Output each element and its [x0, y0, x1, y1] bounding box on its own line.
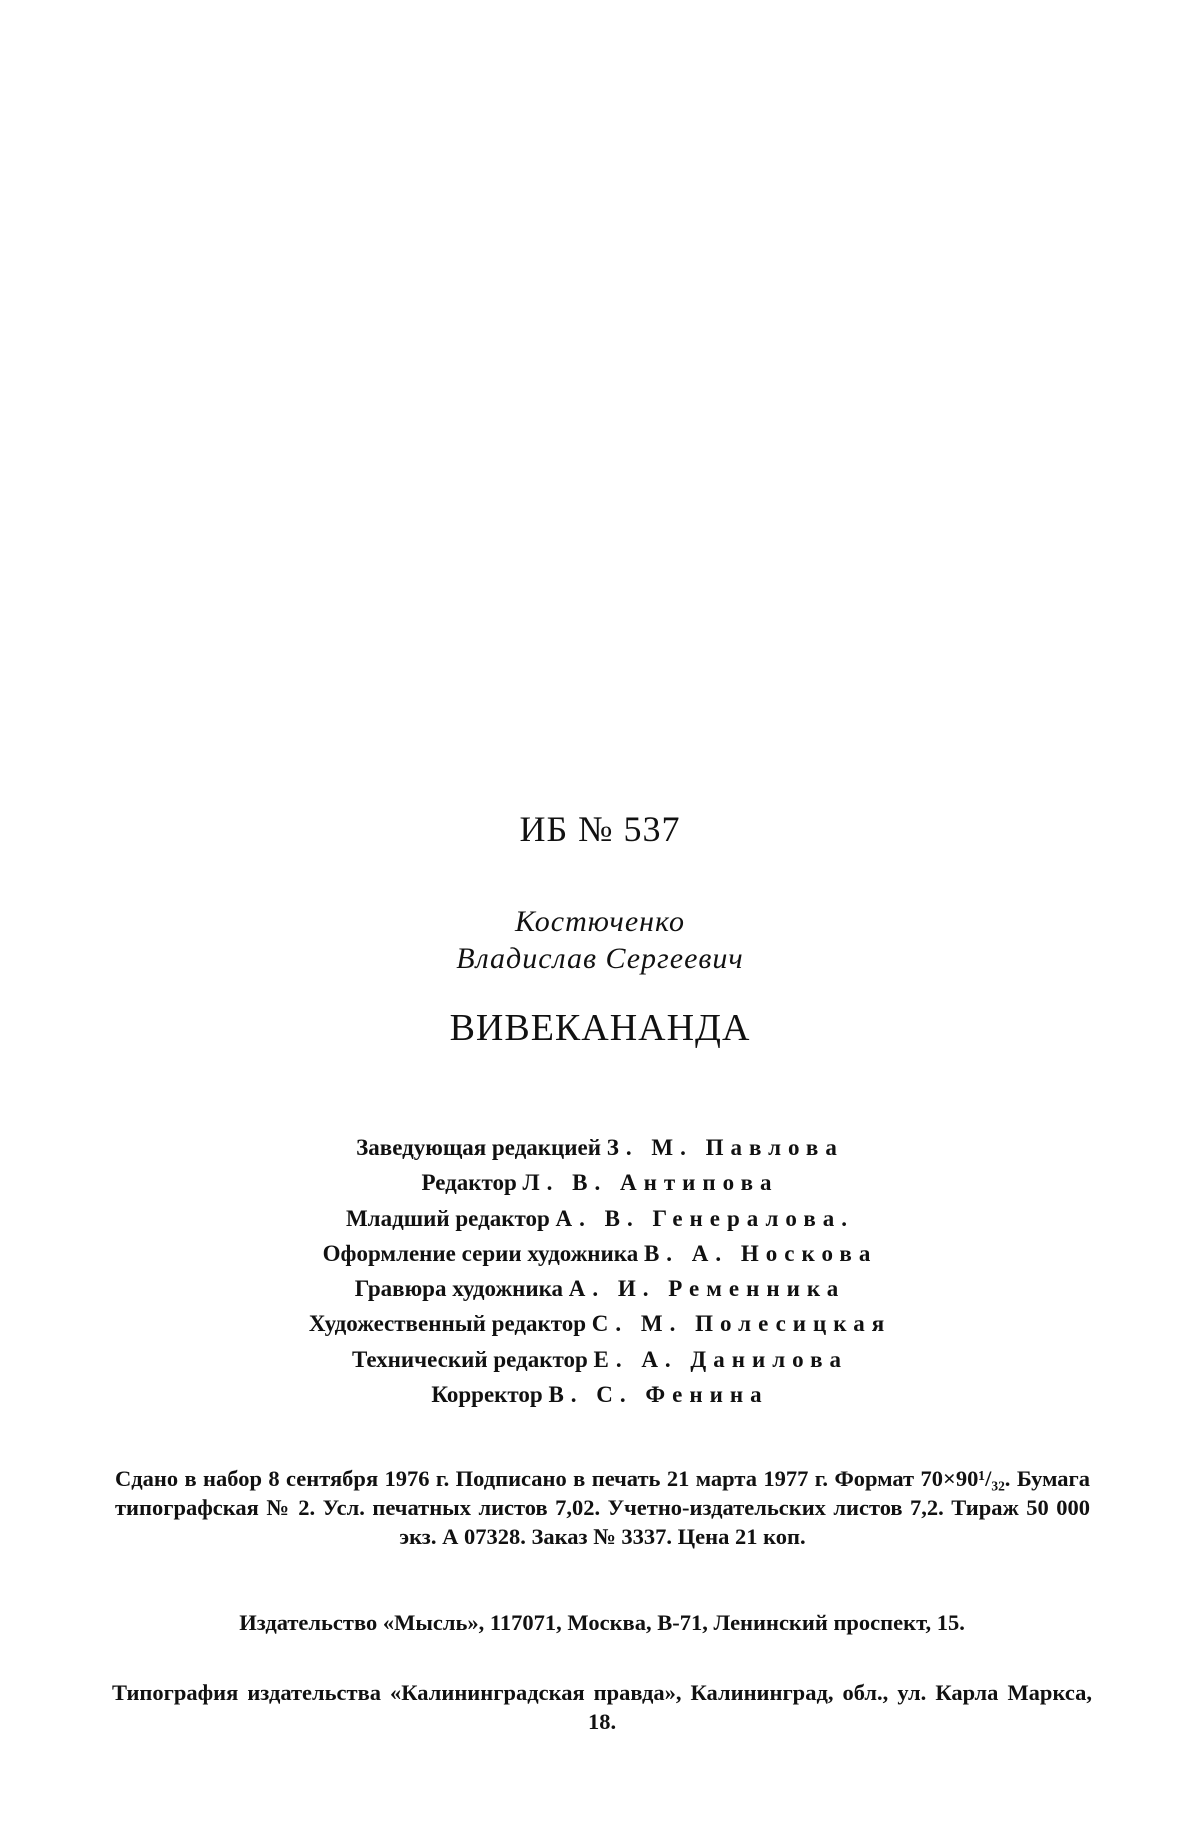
credit-role: Корректор — [431, 1382, 543, 1408]
credit-role: Младший редактор — [345, 1205, 550, 1231]
credit-line — [0, 1377, 1200, 1412]
publisher-address: Издательство «Мысль», 117071, Москва, В-71, Ленинский проспект, 15. — [239, 1610, 965, 1635]
author-name: Владислав Сергеевич — [456, 942, 744, 975]
ib-number: ИБ № 537 — [519, 809, 681, 849]
credit-role: Художественный редактор — [308, 1311, 587, 1337]
credit-role: Оформление серии художника — [322, 1240, 639, 1266]
credit-person: Л. В. Антипова — [522, 1170, 779, 1196]
credit-person: В. С. Фенина — [548, 1382, 769, 1408]
author-surname: Костюченко — [515, 905, 685, 938]
credit-person: А. В. Генералова. — [555, 1205, 855, 1231]
credit-person: А. И. Ременника — [568, 1276, 846, 1302]
credit-role: Редактор — [421, 1170, 517, 1196]
credit-role: Заведующая редакцией — [356, 1135, 601, 1160]
credit-person: В. А. Носкова — [643, 1240, 878, 1266]
credits-list — [0, 1130, 1200, 1412]
credit-line — [0, 1342, 1200, 1377]
credit-line — [0, 1130, 1200, 1165]
print-imprint: Сдано в набор 8 сентября 1976 г. Подписано в печать 21 марта 1977 г. Формат 70×90¹/₃₂. Бумага типографская № 2. Усл. печатных листов 7,02. Учетно-издательских листов 7,2. Тираж 50 000 экз. А 07328. Заказ № 3337. Цена 21 коп. — [115, 1466, 1090, 1549]
credit-role: Технический редактор — [351, 1346, 588, 1372]
credit-line — [0, 1201, 1200, 1236]
credit-line — [0, 1165, 1200, 1200]
credit-line — [0, 1271, 1200, 1306]
credit-person: З. М. Павлова — [606, 1135, 844, 1160]
book-title: ВИВЕКАНАНДА — [449, 1007, 751, 1049]
printer-address: Типография издательства «Калининградская правда», Калининград, обл., ул. Карла Маркса, 18. — [112, 1680, 1092, 1734]
credit-line — [0, 1236, 1200, 1271]
credit-person: Е. А. Данилова — [593, 1346, 849, 1372]
credit-role: Гравюра художника — [354, 1276, 564, 1302]
credit-line — [0, 1306, 1200, 1341]
credit-person: С. М. Полесицкая — [591, 1311, 892, 1337]
